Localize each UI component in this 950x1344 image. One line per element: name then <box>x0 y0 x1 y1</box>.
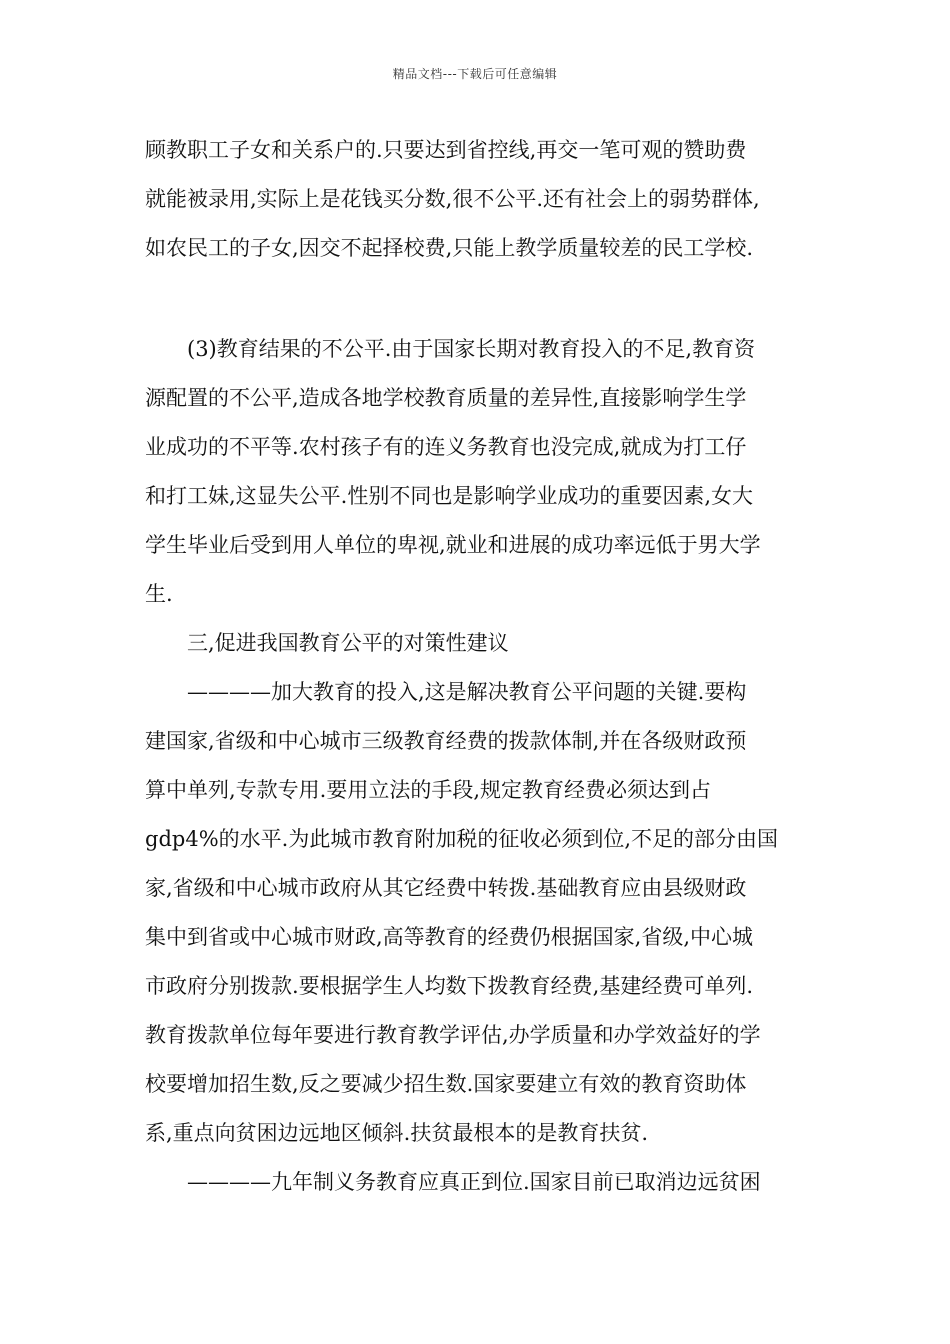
paragraph-block-1 <box>145 126 810 273</box>
text-line: 和打工妹,这显失公平.性别不同也是影响学业成功的重要因素,女大 <box>145 484 754 508</box>
text-line: 就能被录用,实际上是花钱买分数,很不公平.还有社会上的弱势群体, <box>145 187 760 211</box>
paragraph-block-2 <box>145 325 810 1207</box>
text-line: 生. <box>145 582 173 606</box>
text-line: 业成功的不平等.农村孩子有的连义务教育也没完成,就成为打工仔 <box>145 435 747 459</box>
section-heading: 三,促进我国教育公平的对策性建议 <box>187 631 509 655</box>
text-line: 学生毕业后受到用人单位的卑视,就业和进展的成功率远低于男大学 <box>145 533 761 557</box>
text-line: 市政府分别拨款.要根据学生人均数下拨教育经费,基建经费可单列. <box>145 974 754 998</box>
text-line: ————九年制义务教育应真正到位.国家目前已取消边远贫困 <box>187 1170 761 1194</box>
text-line: 系,重点向贫困边远地区倾斜.扶贫最根本的是教育扶贫. <box>145 1121 649 1145</box>
text-line: ————加大教育的投入,这是解决教育公平问题的关键.要构 <box>187 680 747 704</box>
text-line: 建国家,省级和中心城市三级教育经费的拨款体制,并在各级财政预 <box>145 729 747 753</box>
text-line: 如农民工的子女,因交不起择校费,只能上教学质量较差的民工学校. <box>145 236 754 260</box>
text-line: 算中单列,专款专用.要用立法的手段,规定教育经费必须达到占 <box>145 778 712 802</box>
text-line: 源配置的不公平,造成各地学校教育质量的差异性,直接影响学生学 <box>145 386 747 410</box>
text-line: 校要增加招生数,反之要减少招生数.国家要建立有效的教育资助体 <box>145 1072 747 1096</box>
text-line: 家,省级和中心城市政府从其它经费中转拨.基础教育应由县级财政 <box>145 876 747 900</box>
text-line: gdp4%的水平.为此城市教育附加税的征收必须到位,不足的部分由国 <box>145 827 778 851</box>
page-header: 精品文档---下载后可任意编辑 <box>392 67 558 81</box>
text-line: 顾教职工子女和关系户的.只要达到省控线,再交一笔可观的赞助费 <box>145 138 747 162</box>
text-line: 集中到省或中心城市财政,高等教育的经费仍根据国家,省级,中心城 <box>145 925 754 949</box>
text-line: 教育拨款单位每年要进行教育教学评估,办学质量和办学效益好的学 <box>145 1023 761 1047</box>
text-line: (3)教育结果的不公平.由于国家长期对教育投入的不足,教育资 <box>187 337 756 361</box>
